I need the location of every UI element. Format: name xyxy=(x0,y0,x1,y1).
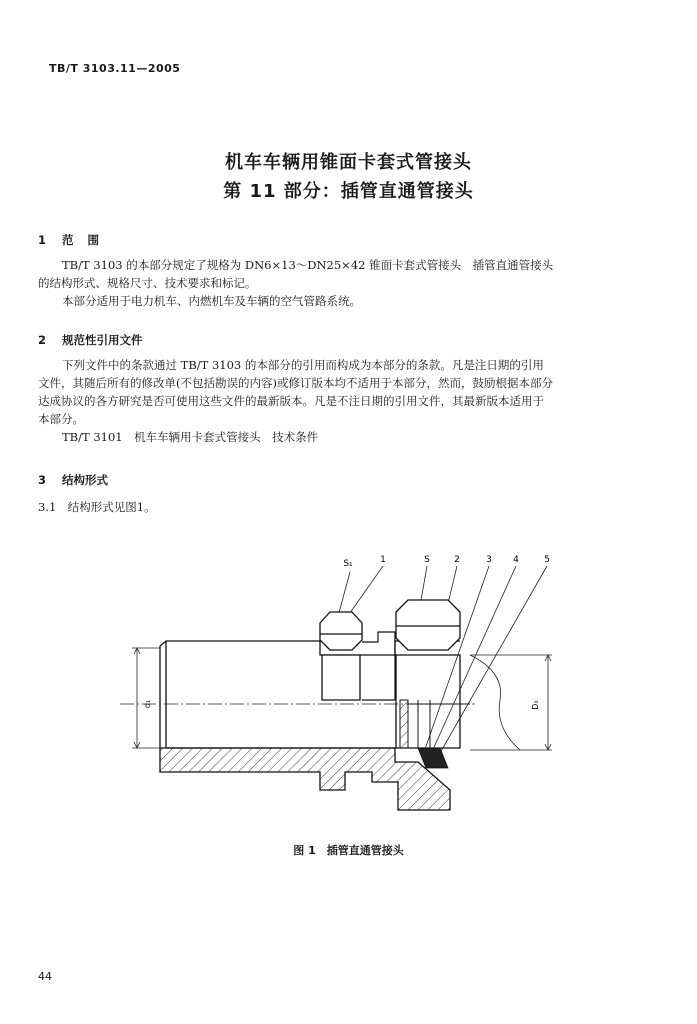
callout-s: S xyxy=(424,555,430,565)
section-title: 结构形式 xyxy=(62,473,108,487)
section-heading-3 xyxy=(38,472,108,488)
dim-label-d1: d₁ xyxy=(143,699,152,709)
leader-lines xyxy=(337,566,547,760)
callout-3: 3 xyxy=(486,555,492,565)
normative-reference: TB/T 3101 机车车辆用卡套式管接头 技术条件 xyxy=(62,430,319,444)
callout-s1: S₁ xyxy=(343,559,353,569)
section-hatch xyxy=(160,748,450,810)
connector-drawing xyxy=(0,540,697,830)
callout-5: 5 xyxy=(544,555,550,565)
figure-caption: 图 1 插管直通管接头 xyxy=(293,844,404,857)
standard-number-header: TB/T 3103.11—2005 xyxy=(49,62,181,75)
dim-label-d0: D₀ xyxy=(531,700,540,710)
paragraph-line: 下列文件中的条款通过 TB/T 3103 的本部分的引用而构成为本部分的条款。凡是注日期的引用 xyxy=(62,358,544,372)
section-2-body xyxy=(38,356,648,446)
section-number: 3 xyxy=(38,473,47,487)
paragraph-line: 达成协议的各方研究是否可使用这些文件的最新版本。凡是不注日期的引用文件，其最新版本适用于 xyxy=(38,394,544,408)
paragraph-line: 本部分。 xyxy=(38,412,84,426)
paragraph-line: 的结构形式、规格尺寸、技术要求和标记。 xyxy=(38,276,257,290)
section-number: 1 xyxy=(38,233,47,247)
callout-1: 1 xyxy=(380,555,386,565)
section-number: 2 xyxy=(38,333,47,347)
paragraph-line: 文件，其随后所有的修改单(不包括勘误的内容)或修订版本均不适用于本部分，然而，鼓励根据本部分 xyxy=(38,376,553,390)
callout-4: 4 xyxy=(513,555,519,565)
section-title: 规范性引用文件 xyxy=(62,333,143,347)
body-hex-nut xyxy=(320,612,362,700)
document-subtitle: 第 11 部分：插管直通管接头 xyxy=(223,181,474,202)
section-heading-1 xyxy=(38,232,113,248)
paragraph-line: 本部分适用于电力机车、内燃机车及车辆的空气管路系统。 xyxy=(62,294,361,308)
section-title: 范围 xyxy=(62,233,113,247)
page-number: 44 xyxy=(38,970,52,983)
callout-2: 2 xyxy=(454,555,460,565)
section-1-body xyxy=(38,256,648,310)
ferrule-section xyxy=(418,748,448,768)
sleeve-section xyxy=(400,700,408,748)
paragraph-line: TB/T 3103 的本部分规定了规格为 DN6×13～DN25×42 锥面卡套式管接头 插管直通管接头 xyxy=(62,258,554,272)
section-heading-2 xyxy=(38,332,143,348)
clause-3-1: 3.1 结构形式见图1。 xyxy=(38,500,156,514)
dimension-d1 xyxy=(132,648,160,748)
tube-break-line xyxy=(470,655,520,750)
insert-pipe-body xyxy=(160,641,460,748)
document-title: 机车车辆用锥面卡套式管接头 xyxy=(225,152,472,173)
union-section xyxy=(362,632,395,700)
